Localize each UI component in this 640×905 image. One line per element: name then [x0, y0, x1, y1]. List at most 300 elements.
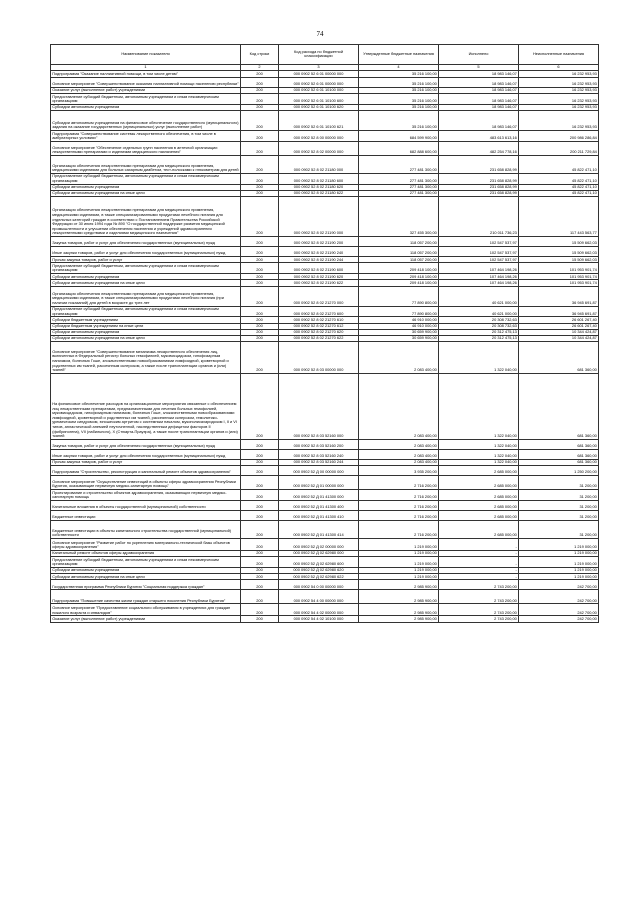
table-row: [51, 551, 599, 557]
row-approved: 3 935 200,00: [359, 466, 439, 476]
row-name: Иные закупки товаров, работ и услуг для обеспечения государственных (муниципальных) нужд: [51, 450, 241, 460]
table-header-row: [51, 45, 599, 65]
row-name: Основное мероприятие "Развитие работ по укреплению материально-технической базы объектов сферы здравоохранения": [51, 539, 241, 551]
table-row: [51, 616, 599, 622]
row-unexecuted: 16 232 953,93: [519, 71, 599, 78]
row-classification: 000 0902 52 6 01 00000 000: [279, 78, 359, 88]
row-name: Субсидии автономным учреждениям: [51, 568, 241, 574]
row-name: Субсидии автономным учреждениям на финансовое обеспечение государственного (муниципального) задания на оказание государственных (муниципальных) услуг (выполнение работ): [51, 111, 241, 131]
row-approved: 2 083 400,00: [359, 342, 439, 374]
row-approved: 1 219 000,00: [359, 557, 439, 568]
row-classification: 000 0902 52 Д 02 62980 620: [279, 568, 359, 574]
row-name: Закупка товаров, работ и услуг для обеспечения государственных (муниципальных) нужд: [51, 440, 241, 450]
table-row: [51, 247, 599, 257]
row-unexecuted: 15 509 662,03: [519, 237, 599, 247]
row-classification: 000 0902 52 8 02 21180 000: [279, 156, 359, 174]
table-row: [51, 280, 599, 286]
table-row: [51, 142, 599, 156]
row-unexecuted: 101 953 901,74: [519, 280, 599, 286]
row-unexecuted: 1 219 000,00: [519, 551, 599, 557]
row-name: Организация обеспечения лекарственными препаратами для медицинского применения, медицинскими изделиями для больных сахарным диабетом, тест-полосками к глюкометрам для детей: [51, 156, 241, 174]
column-index: 4: [359, 64, 439, 71]
row-unexecuted: 45 822 471,10: [519, 156, 599, 174]
row-executed: 2 685 000,00: [439, 521, 519, 539]
row-classification: 000 0902 52 6 01 10100 621: [279, 111, 359, 131]
row-name: Субсидии бюджетным учреждениям: [51, 317, 241, 323]
row-unexecuted: 36 945 691,87: [519, 306, 599, 317]
table-row: [51, 131, 599, 142]
row-code: 200: [241, 142, 279, 156]
row-name: Бюджетные инвестиции: [51, 511, 241, 521]
row-code: 200: [241, 604, 279, 616]
row-name: Проектирование и строительство объектов здравоохранения, оказывающих первичную медико-санитарную помощь: [51, 490, 241, 501]
row-code: 200: [241, 78, 279, 88]
row-code: 200: [241, 476, 279, 490]
row-code: 200: [241, 450, 279, 460]
row-name: Субсидии автономным учреждениям: [51, 105, 241, 111]
row-executed: 20 308 732,63: [439, 317, 519, 323]
row-unexecuted: 242 700,00: [519, 590, 599, 604]
table-row: [51, 286, 599, 306]
row-classification: 000 0902 52 6 01 10100 620: [279, 105, 359, 111]
row-code: 200: [241, 521, 279, 539]
row-executed: 2 743 200,00: [439, 616, 519, 622]
row-name: Бюджетные инвестиции в объекты капитального строительства государственной (муниципальной) собственности: [51, 521, 241, 539]
row-unexecuted: 1 219 000,00: [519, 568, 599, 574]
row-name: Основное мероприятие "Обеспечение отдельных групп населения в аптечной организации лекарственными препаратами и изделиями медицинского назначения": [51, 142, 241, 156]
row-approved: 118 057 200,00: [359, 237, 439, 247]
row-code: 200: [241, 616, 279, 622]
row-executed: 231 658 828,99: [439, 174, 519, 185]
table-row: [51, 450, 599, 460]
row-approved: 209 418 100,00: [359, 280, 439, 286]
row-approved: 1 219 000,00: [359, 568, 439, 574]
row-unexecuted: 26 601 267,40: [519, 323, 599, 329]
column-index: 6: [519, 64, 599, 71]
row-executed: 2 685 000,00: [439, 501, 519, 511]
row-executed: 2 685 000,00: [439, 490, 519, 501]
table-row: [51, 580, 599, 590]
row-approved: 277 481 300,00: [359, 174, 439, 185]
row-approved: 2 716 200,00: [359, 490, 439, 501]
row-classification: 000 0902 52 6 01 10100 000: [279, 88, 359, 94]
row-code: 200: [241, 237, 279, 247]
row-name: Подпрограмма "Совершенствование системы лекарственного обеспечения, в том числе в амбулаторных условиях": [51, 131, 241, 142]
row-name: Оказание услуг (выполнение работ) учреждениями: [51, 88, 241, 94]
row-classification: 000 0902 52 8 03 52160 240: [279, 450, 359, 460]
row-unexecuted: 681 360,00: [519, 374, 599, 440]
row-code: 200: [241, 580, 279, 590]
row-code: 200: [241, 335, 279, 341]
table-row: [51, 490, 599, 501]
row-unexecuted: 101 953 901,74: [519, 263, 599, 274]
table-row: [51, 342, 599, 374]
row-classification: 000 0902 52 8 02 21190 000: [279, 197, 359, 237]
row-code: 200: [241, 286, 279, 306]
row-classification: 000 0902 52 Д 02 62980 600: [279, 557, 359, 568]
row-name: Капитальный ремонт объектов сферы здравоохранения: [51, 551, 241, 557]
row-name: Субсидии автономным учреждениям на иные цели: [51, 191, 241, 197]
row-approved: 2 985 900,00: [359, 590, 439, 604]
row-code: 200: [241, 557, 279, 568]
row-unexecuted: 10 344 424,87: [519, 329, 599, 335]
column-index: 1: [51, 64, 241, 71]
row-name: Предоставление субсидий бюджетным, автономным учреждениям и иным некоммерческим организациям: [51, 263, 241, 274]
row-classification: 000 0902 52 8 02 21270 622: [279, 335, 359, 341]
row-classification: 000 0902 52 Д 02 62980 622: [279, 574, 359, 580]
row-code: 200: [241, 568, 279, 574]
row-unexecuted: 200 211 729,84: [519, 142, 599, 156]
row-executed: 482 254 778,16: [439, 142, 519, 156]
row-code: 200: [241, 88, 279, 94]
table-body: [51, 71, 599, 622]
row-classification: 000 0902 52 8 02 00000 000: [279, 142, 359, 156]
row-classification: 000 0902 52 Д 00 00000 000: [279, 466, 359, 476]
row-approved: 2 716 200,00: [359, 501, 439, 511]
row-unexecuted: 242 700,00: [519, 604, 599, 616]
row-name: Оказание услуг (выполнение работ) учреждениями: [51, 616, 241, 622]
row-name: Субсидии автономным учреждениям на иные цели: [51, 280, 241, 286]
row-unexecuted: 681 360,00: [519, 440, 599, 450]
table-row: [51, 335, 599, 341]
row-unexecuted: 16 232 953,93: [519, 94, 599, 105]
column-index: 3: [279, 64, 359, 71]
row-executed: 20 308 732,63: [439, 323, 519, 329]
row-executed: 40 621 000,00: [439, 286, 519, 306]
table-row: [51, 237, 599, 247]
row-executed: -: [439, 574, 519, 580]
row-unexecuted: 10 344 424,87: [519, 335, 599, 341]
row-classification: 000 0902 52 8 03 00000 000: [279, 342, 359, 374]
row-executed: 18 983 146,07: [439, 78, 519, 88]
row-executed: 1 322 040,00: [439, 440, 519, 450]
row-code: 200: [241, 280, 279, 286]
row-unexecuted: 1 219 000,00: [519, 574, 599, 580]
row-unexecuted: 1 250 200,00: [519, 466, 599, 476]
row-approved: 2 716 200,00: [359, 521, 439, 539]
table-row: [51, 263, 599, 274]
row-executed: 483 613 613,16: [439, 131, 519, 142]
row-classification: 000 0902 52 Д 01 41300 400: [279, 501, 359, 511]
row-name: Субсидии бюджетным учреждениям на иные цели: [51, 323, 241, 329]
row-approved: 277 481 300,00: [359, 156, 439, 174]
row-executed: 18 983 146,07: [439, 94, 519, 105]
row-executed: 102 547 537,97: [439, 237, 519, 247]
row-executed: 18 983 146,07: [439, 71, 519, 78]
row-code: 200: [241, 263, 279, 274]
row-code: 200: [241, 317, 279, 323]
row-approved: 327 455 300,00: [359, 197, 439, 237]
row-unexecuted: 36 945 691,87: [519, 286, 599, 306]
table-row: [51, 306, 599, 317]
row-classification: 000 0902 52 8 02 21190 244: [279, 257, 359, 263]
table-row: [51, 71, 599, 78]
row-name: Предоставление субсидий бюджетным, автономным учреждениям и иным некоммерческим организациям: [51, 306, 241, 317]
table-row: [51, 574, 599, 580]
row-approved: 682 888 600,00: [359, 142, 439, 156]
row-executed: 231 658 828,99: [439, 184, 519, 190]
row-name: Иные закупки товаров, работ и услуг для обеспечения государственных (муниципальных) нужд: [51, 247, 241, 257]
row-approved: 35 216 100,00: [359, 111, 439, 131]
row-classification: 000 0902 52 8 02 21270 612: [279, 323, 359, 329]
row-code: 200: [241, 71, 279, 78]
row-approved: 2 083 400,00: [359, 450, 439, 460]
row-executed: -: [439, 551, 519, 557]
row-approved: 2 083 400,00: [359, 374, 439, 440]
row-classification: 000 0902 52 8 02 21190 200: [279, 237, 359, 247]
row-name: Основное мероприятие "Осуществление инвестиций в объекты сферы здравоохранения Республики Бурятия, оказывающие первичную медико-санитарную помощь": [51, 476, 241, 490]
budget-execution-table: [50, 44, 599, 623]
row-executed: 1 322 040,00: [439, 460, 519, 466]
table-row: [51, 590, 599, 604]
row-code: 200: [241, 323, 279, 329]
row-unexecuted: 117 443 563,77: [519, 197, 599, 237]
row-approved: 2 083 400,00: [359, 460, 439, 466]
row-name: На финансовое обеспечение расходов на организационные мероприятия связанные с обеспечением лиц лекарственными препаратами, предназначенными для лечения больных гемофилией, муковисцидозом, гипофизарным нанизмом, болезнью Гоше, злокачественными новообразованиями лимфоидной, кроветворной и родственных им тканей, рассеянным склерозом, гемолитико-уремическим синдромом, юношеским артритом с системным началом, мукополисахаридозом I, II и VI типов, апластической анемией неуточненной, наследственным дефицитом факторов II (фибриногена), VII (лабильного), X (Стюарта-Прауэра), а также после трансплантации органов и (или) тканей: [51, 374, 241, 440]
header-code: Код строки: [241, 45, 279, 65]
row-approved: 30 659 900,00: [359, 335, 439, 341]
row-name: Капитальные вложения в объекты государственной (муниципальной) собственности: [51, 501, 241, 511]
row-executed: 2 743 200,00: [439, 590, 519, 604]
row-approved: 77 890 800,00: [359, 306, 439, 317]
row-unexecuted: 200 986 286,84: [519, 131, 599, 142]
row-approved: 2 083 400,00: [359, 440, 439, 450]
row-approved: 1 219 000,00: [359, 551, 439, 557]
table-row: [51, 197, 599, 237]
table-row: [51, 604, 599, 616]
row-executed: 107 464 198,26: [439, 280, 519, 286]
row-approved: 277 481 300,00: [359, 184, 439, 190]
row-executed: 210 011 736,23: [439, 197, 519, 237]
row-code: 200: [241, 329, 279, 335]
row-code: 200: [241, 374, 279, 440]
row-code: 200: [241, 111, 279, 131]
row-name: Субсидии автономным учреждениям: [51, 274, 241, 280]
row-classification: 000 0902 52 8 02 21190 240: [279, 247, 359, 257]
row-classification: 000 0902 52 Д 01 41300 000: [279, 490, 359, 501]
row-unexecuted: 26 601 267,40: [519, 317, 599, 323]
row-unexecuted: 16 232 953,93: [519, 105, 599, 111]
row-code: 200: [241, 197, 279, 237]
row-unexecuted: 681 360,00: [519, 450, 599, 460]
row-name: Организация обеспечения лекарственными препаратами для медицинского применения, медицинскими изделиями, в также специализированными продуктами лечебного питания для отдельных категорий граждан в соответствии с Постановлением Правительства Российской Федерации от 30 июля 1994 года № 890 "О государственной поддержке развития медицинской промышленности и улучшении обеспечения населения и учреждений здравоохранения лекарственными средствами и изделиями медицинского назначения": [51, 197, 241, 237]
row-name: Прочая закупка товаров, работ и услуг: [51, 257, 241, 263]
row-name: Основное мероприятие "Совершенствование механизма лекарственного обеспечения лиц, включенных в Федеральный регистр больных гемофилией, муковисцидозом, гипофизарным нанизмом, болезнью Гоше, злокачественными новообразованиями лимфоидной, кроветворной и родственных им тканей, рассеянным склерозом, а также после трансплантации органов и (или) тканей": [51, 342, 241, 374]
row-unexecuted: 101 953 901,74: [519, 274, 599, 280]
column-index: 5: [439, 64, 519, 71]
row-code: 200: [241, 501, 279, 511]
row-classification: 000 0902 52 8 00 00000 000: [279, 131, 359, 142]
row-code: 200: [241, 551, 279, 557]
table-row: [51, 88, 599, 94]
row-classification: 000 0902 52 Д 01 00000 000: [279, 476, 359, 490]
row-unexecuted: 45 822 471,10: [519, 184, 599, 190]
row-name: Основное мероприятие "Предоставление социального обслуживания в учреждениях для граждан пожилого возраста и инвалидов": [51, 604, 241, 616]
row-executed: 2 685 000,00: [439, 466, 519, 476]
row-unexecuted: 31 200,00: [519, 476, 599, 490]
row-executed: 2 685 000,00: [439, 511, 519, 521]
table-row: [51, 440, 599, 450]
row-approved: 1 219 000,00: [359, 539, 439, 551]
row-unexecuted: 16 232 953,93: [519, 88, 599, 94]
row-approved: 46 910 000,00: [359, 317, 439, 323]
row-unexecuted: 16 232 953,93: [519, 111, 599, 131]
row-name: Субсидии автономным учреждениям на иные цели: [51, 335, 241, 341]
row-classification: 000 0902 52 Д 02 00000 000: [279, 539, 359, 551]
row-code: 200: [241, 342, 279, 374]
row-executed: 102 547 537,97: [439, 257, 519, 263]
row-executed: 20 312 475,13: [439, 329, 519, 335]
row-executed: 231 658 828,99: [439, 191, 519, 197]
row-approved: 2 985 900,00: [359, 616, 439, 622]
row-code: 200: [241, 511, 279, 521]
row-approved: 77 890 800,00: [359, 286, 439, 306]
table-row: [51, 78, 599, 88]
row-executed: 1 322 040,00: [439, 450, 519, 460]
header-unexecuted: Неисполненные назначения: [519, 45, 599, 65]
table-row: [51, 323, 599, 329]
row-name: Подпрограмма "Оказание паллиативной помощи, в том числе детям": [51, 71, 241, 78]
row-executed: 231 658 828,99: [439, 156, 519, 174]
row-name: Предоставление субсидий бюджетным, автономным учреждениям и иным некоммерческим организациям: [51, 94, 241, 105]
header-approved: Утвержденные бюджетные назначения: [359, 45, 439, 65]
table-row: [51, 501, 599, 511]
row-unexecuted: 31 200,00: [519, 501, 599, 511]
row-code: 200: [241, 156, 279, 174]
row-unexecuted: 45 822 471,10: [519, 174, 599, 185]
row-code: 200: [241, 184, 279, 190]
row-name: Государственная программа Республики Бурятия "Социальная поддержка граждан": [51, 580, 241, 590]
row-executed: 40 621 000,00: [439, 306, 519, 317]
row-approved: 46 910 000,00: [359, 323, 439, 329]
row-classification: 000 0902 54 4 02 10100 000: [279, 616, 359, 622]
row-code: 200: [241, 539, 279, 551]
row-executed: 2 685 000,00: [439, 476, 519, 490]
row-approved: 35 216 100,00: [359, 71, 439, 78]
row-name: Прочая закупка товаров, работ и услуг: [51, 460, 241, 466]
row-classification: 000 0902 52 8 03 52160 200: [279, 440, 359, 450]
row-code: 200: [241, 574, 279, 580]
row-approved: 277 481 300,00: [359, 191, 439, 197]
row-unexecuted: 242 700,00: [519, 580, 599, 590]
table-row: [51, 374, 599, 440]
header-name: Наименование показателя: [51, 45, 241, 65]
row-approved: 118 057 200,00: [359, 257, 439, 263]
row-unexecuted: 1 219 000,00: [519, 539, 599, 551]
row-name: Предоставление субсидий бюджетным, автономным учреждениям и иным некоммерческим организациям: [51, 174, 241, 185]
row-classification: 000 0902 52 Д 01 41300 414: [279, 521, 359, 539]
row-unexecuted: 31 200,00: [519, 490, 599, 501]
row-name: Подпрограмма "Повышение качества жизни граждан старшего поколения Республики Бурятия": [51, 590, 241, 604]
row-code: 200: [241, 440, 279, 450]
row-name: Субсидии автономным учреждениям на иные цели: [51, 574, 241, 580]
row-unexecuted: 1 219 000,00: [519, 557, 599, 568]
row-name: Субсидии автономным учреждениям: [51, 329, 241, 335]
row-classification: 000 0902 52 8 02 21270 600: [279, 306, 359, 317]
row-approved: 684 599 900,00: [359, 131, 439, 142]
table-row: [51, 174, 599, 185]
row-classification: 000 0902 52 8 02 21270 620: [279, 329, 359, 335]
row-code: 200: [241, 590, 279, 604]
row-classification: 000 0902 52 8 03 52160 000: [279, 374, 359, 440]
row-code: 200: [241, 131, 279, 142]
row-unexecuted: 242 700,00: [519, 616, 599, 622]
row-code: 200: [241, 274, 279, 280]
row-classification: 000 0902 52 8 02 21190 622: [279, 280, 359, 286]
table-row: [51, 94, 599, 105]
row-unexecuted: 31 200,00: [519, 511, 599, 521]
column-index-row: [51, 64, 599, 71]
row-executed: 102 547 537,97: [439, 247, 519, 257]
row-code: 200: [241, 191, 279, 197]
row-executed: 1 322 040,00: [439, 374, 519, 440]
table-row: [51, 557, 599, 568]
row-approved: 118 057 200,00: [359, 247, 439, 257]
table-row: [51, 539, 599, 551]
row-approved: 35 216 100,00: [359, 105, 439, 111]
row-executed: 2 743 200,00: [439, 580, 519, 590]
row-executed: -: [439, 557, 519, 568]
row-classification: 000 0902 52 6 01 10100 600: [279, 94, 359, 105]
row-code: 200: [241, 306, 279, 317]
row-classification: 000 0902 52 8 02 21270 610: [279, 317, 359, 323]
row-code: 200: [241, 257, 279, 263]
row-approved: 209 418 100,00: [359, 263, 439, 274]
table-row: [51, 156, 599, 174]
row-executed: -: [439, 539, 519, 551]
row-classification: 000 0902 52 Д 02 62980 000: [279, 551, 359, 557]
table-row: [51, 521, 599, 539]
page-number: 74: [316, 30, 324, 38]
row-classification: 000 0902 54 4 00 00000 000: [279, 590, 359, 604]
row-code: 200: [241, 174, 279, 185]
row-classification: 000 0902 52 6 01 00000 000: [279, 71, 359, 78]
row-code: 200: [241, 490, 279, 501]
row-approved: 35 216 100,00: [359, 78, 439, 88]
row-classification: 000 0902 54 0 00 00000 000: [279, 580, 359, 590]
row-classification: 000 0902 52 8 02 21270 000: [279, 286, 359, 306]
header-executed: Исполнено: [439, 45, 519, 65]
row-classification: 000 0902 52 8 03 52160 244: [279, 460, 359, 466]
row-executed: 20 312 475,13: [439, 335, 519, 341]
row-classification: 000 0902 52 8 02 21180 622: [279, 191, 359, 197]
row-executed: 1 322 040,00: [439, 342, 519, 374]
row-executed: 2 743 200,00: [439, 604, 519, 616]
row-executed: 107 464 198,26: [439, 263, 519, 274]
row-classification: 000 0902 52 8 02 21190 620: [279, 274, 359, 280]
row-unexecuted: 681 360,00: [519, 460, 599, 466]
row-unexecuted: 681 360,00: [519, 342, 599, 374]
row-code: 200: [241, 460, 279, 466]
row-classification: 000 0902 54 4 02 00000 000: [279, 604, 359, 616]
row-approved: 2 985 900,00: [359, 604, 439, 616]
row-code: 200: [241, 247, 279, 257]
row-approved: 2 716 200,00: [359, 511, 439, 521]
row-classification: 000 0902 52 8 02 21180 600: [279, 174, 359, 185]
row-unexecuted: 45 822 471,10: [519, 191, 599, 197]
row-name: Предоставление субсидий бюджетным, автономным учреждениям и иным некоммерческим организациям: [51, 557, 241, 568]
row-unexecuted: 15 509 662,03: [519, 247, 599, 257]
row-code: 200: [241, 466, 279, 476]
column-index: 2: [241, 64, 279, 71]
row-unexecuted: 31 200,00: [519, 521, 599, 539]
row-code: 200: [241, 94, 279, 105]
table-row: [51, 466, 599, 476]
table-row: [51, 511, 599, 521]
row-approved: 2 985 900,00: [359, 580, 439, 590]
row-executed: 18 983 146,07: [439, 111, 519, 131]
row-code: 200: [241, 105, 279, 111]
